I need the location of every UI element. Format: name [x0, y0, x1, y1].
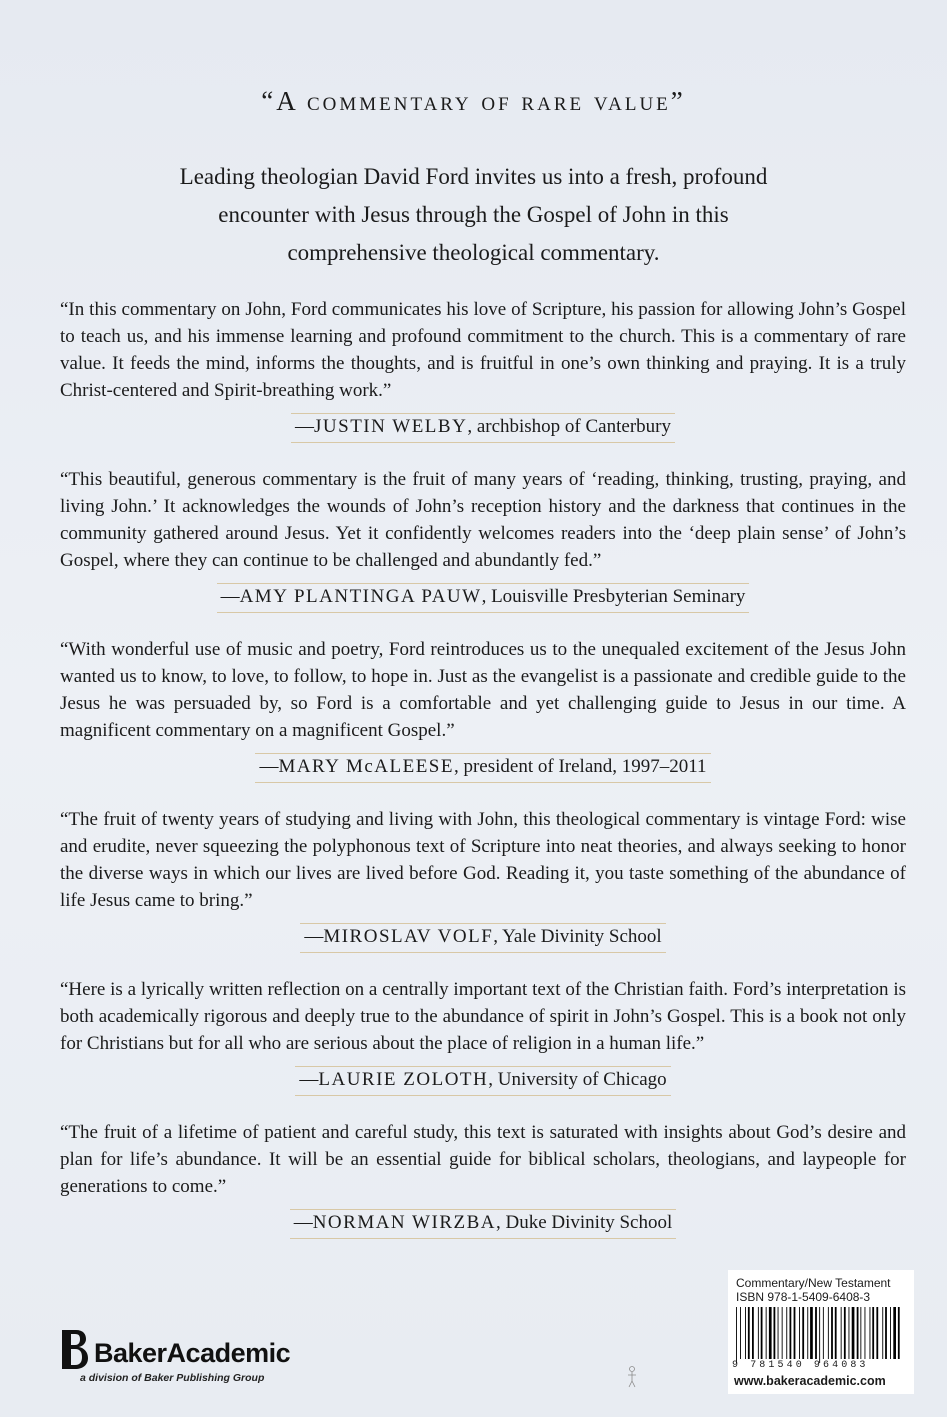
endorsement — [60, 1119, 906, 1239]
barcode-bar — [810, 1307, 813, 1359]
endorsements — [60, 296, 906, 1262]
barcode-bar — [761, 1307, 763, 1359]
endorser-name: JUSTIN WELBY — [314, 416, 468, 437]
endorser-affiliation: , president of Ireland, 1997–2011 — [453, 756, 707, 777]
barcode-bar — [844, 1307, 846, 1359]
endorsement-attribution — [300, 923, 665, 953]
barcode-bar — [740, 1307, 741, 1359]
endorser-name: LAURIE ZOLOTH — [318, 1069, 489, 1090]
attribution-dash: — — [220, 586, 240, 607]
publisher-url: www.bakeracademic.com — [734, 1374, 886, 1388]
publisher-tagline: a division of Baker Publishing Group — [80, 1372, 265, 1384]
endorsement — [60, 976, 906, 1096]
barcode-bar — [835, 1307, 837, 1359]
barcode-bar — [748, 1307, 750, 1359]
barcode-bar — [799, 1307, 800, 1359]
barcode-bar — [790, 1307, 792, 1359]
subject-category: Commentary/New Testament — [736, 1276, 891, 1290]
barcode-bar — [860, 1307, 861, 1359]
barcode-bar — [819, 1307, 820, 1363]
barcode-bar — [752, 1307, 754, 1359]
endorsement-attribution — [290, 1209, 677, 1239]
endorsement — [60, 806, 906, 953]
endorsement — [60, 296, 906, 443]
barcode-bar — [885, 1307, 887, 1359]
attribution-dash: — — [299, 1069, 319, 1090]
barcode-bar — [870, 1307, 871, 1359]
attribution-dash: — — [259, 756, 279, 777]
barcode-bar — [841, 1307, 842, 1359]
endorser-affiliation: , Duke Divinity School — [496, 1212, 673, 1233]
attribution-dash: — — [295, 416, 315, 437]
barcode-bar — [831, 1307, 833, 1359]
endorser-name: AMY PLANTINGA PAUW — [239, 586, 482, 607]
barcode-bar — [882, 1307, 883, 1359]
barcode-bar — [898, 1307, 900, 1359]
endorsement-quote: “This beautiful, generous commentary is the fruit of many years of ‘reading, thinking, trusting, praying, and living John.’ It acknowledges the wounds of John’s reception history and the darkness that continues in the community gathered around Jesus. Yet it confidently welcomes readers into the ‘deep plain sense’ of John’s Gospel, where they can continue to be challenged and abundantly fed.” — [60, 469, 906, 571]
isbn-number: ISBN 978-1-5409-6408-3 — [736, 1290, 871, 1304]
endorsement-quote: “The fruit of a lifetime of patient and careful study, this text is saturated with insights about God’s desire and plan for life’s abundance. It will be an essential guide for biblical scholars, theologians, and laypeople for generations to come.” — [60, 1122, 906, 1197]
endorser-name: MARY McALEESE — [278, 756, 454, 777]
barcode-bar — [815, 1307, 817, 1359]
attribution-dash: — — [304, 926, 324, 947]
publisher-logo — [58, 1328, 358, 1388]
endorser-name: MIROSLAV VOLF — [323, 926, 494, 947]
endorsement — [60, 636, 906, 783]
endorsement-quote: “The fruit of twenty years of studying and living with John, this theological commentary is vintage Ford: wise and erudite, never squeezing the polyphonous text of Scripture into neat theories, and always seeking to honor the diverse ways in which our lives are lived before God. Reading it, you taste something of the abundance of life Jesus came to bring.” — [60, 809, 906, 911]
endorsement — [60, 466, 906, 613]
barcode-bar — [823, 1307, 824, 1359]
barcode-bar — [766, 1307, 767, 1359]
barcode-bar — [872, 1307, 874, 1359]
endorsement-quote: “In this commentary on John, Ford communicates his love of Scripture, his passion for allowing John’s Gospel to teach us, and his immense learning and profound commitment to the church. This is a commentary of rare value. It feeds the mind, informs the thoughts, and is fruitful in one’s own thinking and praying. It is a truly Christ-centered and Spirit-breathing work.” — [60, 299, 906, 401]
barcode-bar — [778, 1307, 779, 1359]
intro-paragraph: Leading theologian David Ford invites us into a fresh, profound encounter with Jesus through the Gospel of John in this comprehensive theological commentary. — [179, 164, 768, 265]
barcode-bar — [865, 1307, 866, 1359]
publisher-name: BakerAcademic — [94, 1338, 291, 1368]
endorsement-quote: “Here is a lyrically written reflection on a centrally important text of the Christian faith. Ford’s interpretation is both academically rigorous and deeply true to the abundance of spirit in John’s Gospel. This is a book not only for Christians but for all who are serious about the place of religion in a human life.” — [60, 979, 906, 1054]
barcode-bar — [802, 1307, 804, 1359]
endorsement-attribution — [295, 1066, 670, 1096]
barcode-bar — [828, 1307, 829, 1359]
barcode-bar — [852, 1307, 855, 1359]
barcode-bar — [876, 1307, 878, 1359]
barcode — [734, 1307, 906, 1363]
small-figure-icon — [626, 1366, 638, 1388]
barcode-bar — [786, 1307, 787, 1359]
barcode-bar — [736, 1307, 737, 1363]
barcode-bar — [857, 1307, 859, 1359]
endorser-affiliation: , Louisville Presbyterian Seminary — [481, 586, 746, 607]
endorsement-attribution — [217, 583, 750, 613]
endorsement-attribution — [291, 413, 675, 443]
barcode-bar — [745, 1307, 746, 1359]
baker-b-logo-icon — [62, 1328, 90, 1370]
barcode-bar — [769, 1307, 772, 1359]
barcode-bar — [890, 1307, 891, 1359]
barcode-bar — [774, 1307, 776, 1359]
barcode-bar — [758, 1307, 759, 1359]
barcode-bar — [807, 1307, 808, 1359]
endorsement-quote: “With wonderful use of music and poetry, Ford reintroduces us to the unequaled excitement of the Jesus John wanted us to know, to love, to follow, to hope in. Just as the evangelist is a passionate and credible guide to the Jesus he was persuaded by, so Ford is a comfortable and yet challenging guide to Jesus in our time. A magnificent commentary on a magnificent Gospel.” — [60, 639, 906, 741]
endorser-affiliation: , University of Chicago — [488, 1069, 667, 1090]
isbn-block — [728, 1270, 914, 1394]
headline: “A commentary of rare value” — [261, 86, 686, 116]
endorser-name: NORMAN WIRZBA — [312, 1212, 496, 1233]
attribution-dash: — — [293, 1212, 313, 1233]
endorsement-attribution — [255, 753, 710, 783]
endorser-affiliation: , Yale Divinity School — [493, 926, 662, 947]
barcode-bar — [782, 1307, 783, 1359]
barcode-digits: 9 781540 964083 — [732, 1360, 869, 1371]
barcode-bar — [794, 1307, 796, 1359]
barcode-bar — [849, 1307, 850, 1359]
endorser-affiliation: , archbishop of Canterbury — [467, 416, 671, 437]
barcode-bar — [893, 1307, 896, 1359]
